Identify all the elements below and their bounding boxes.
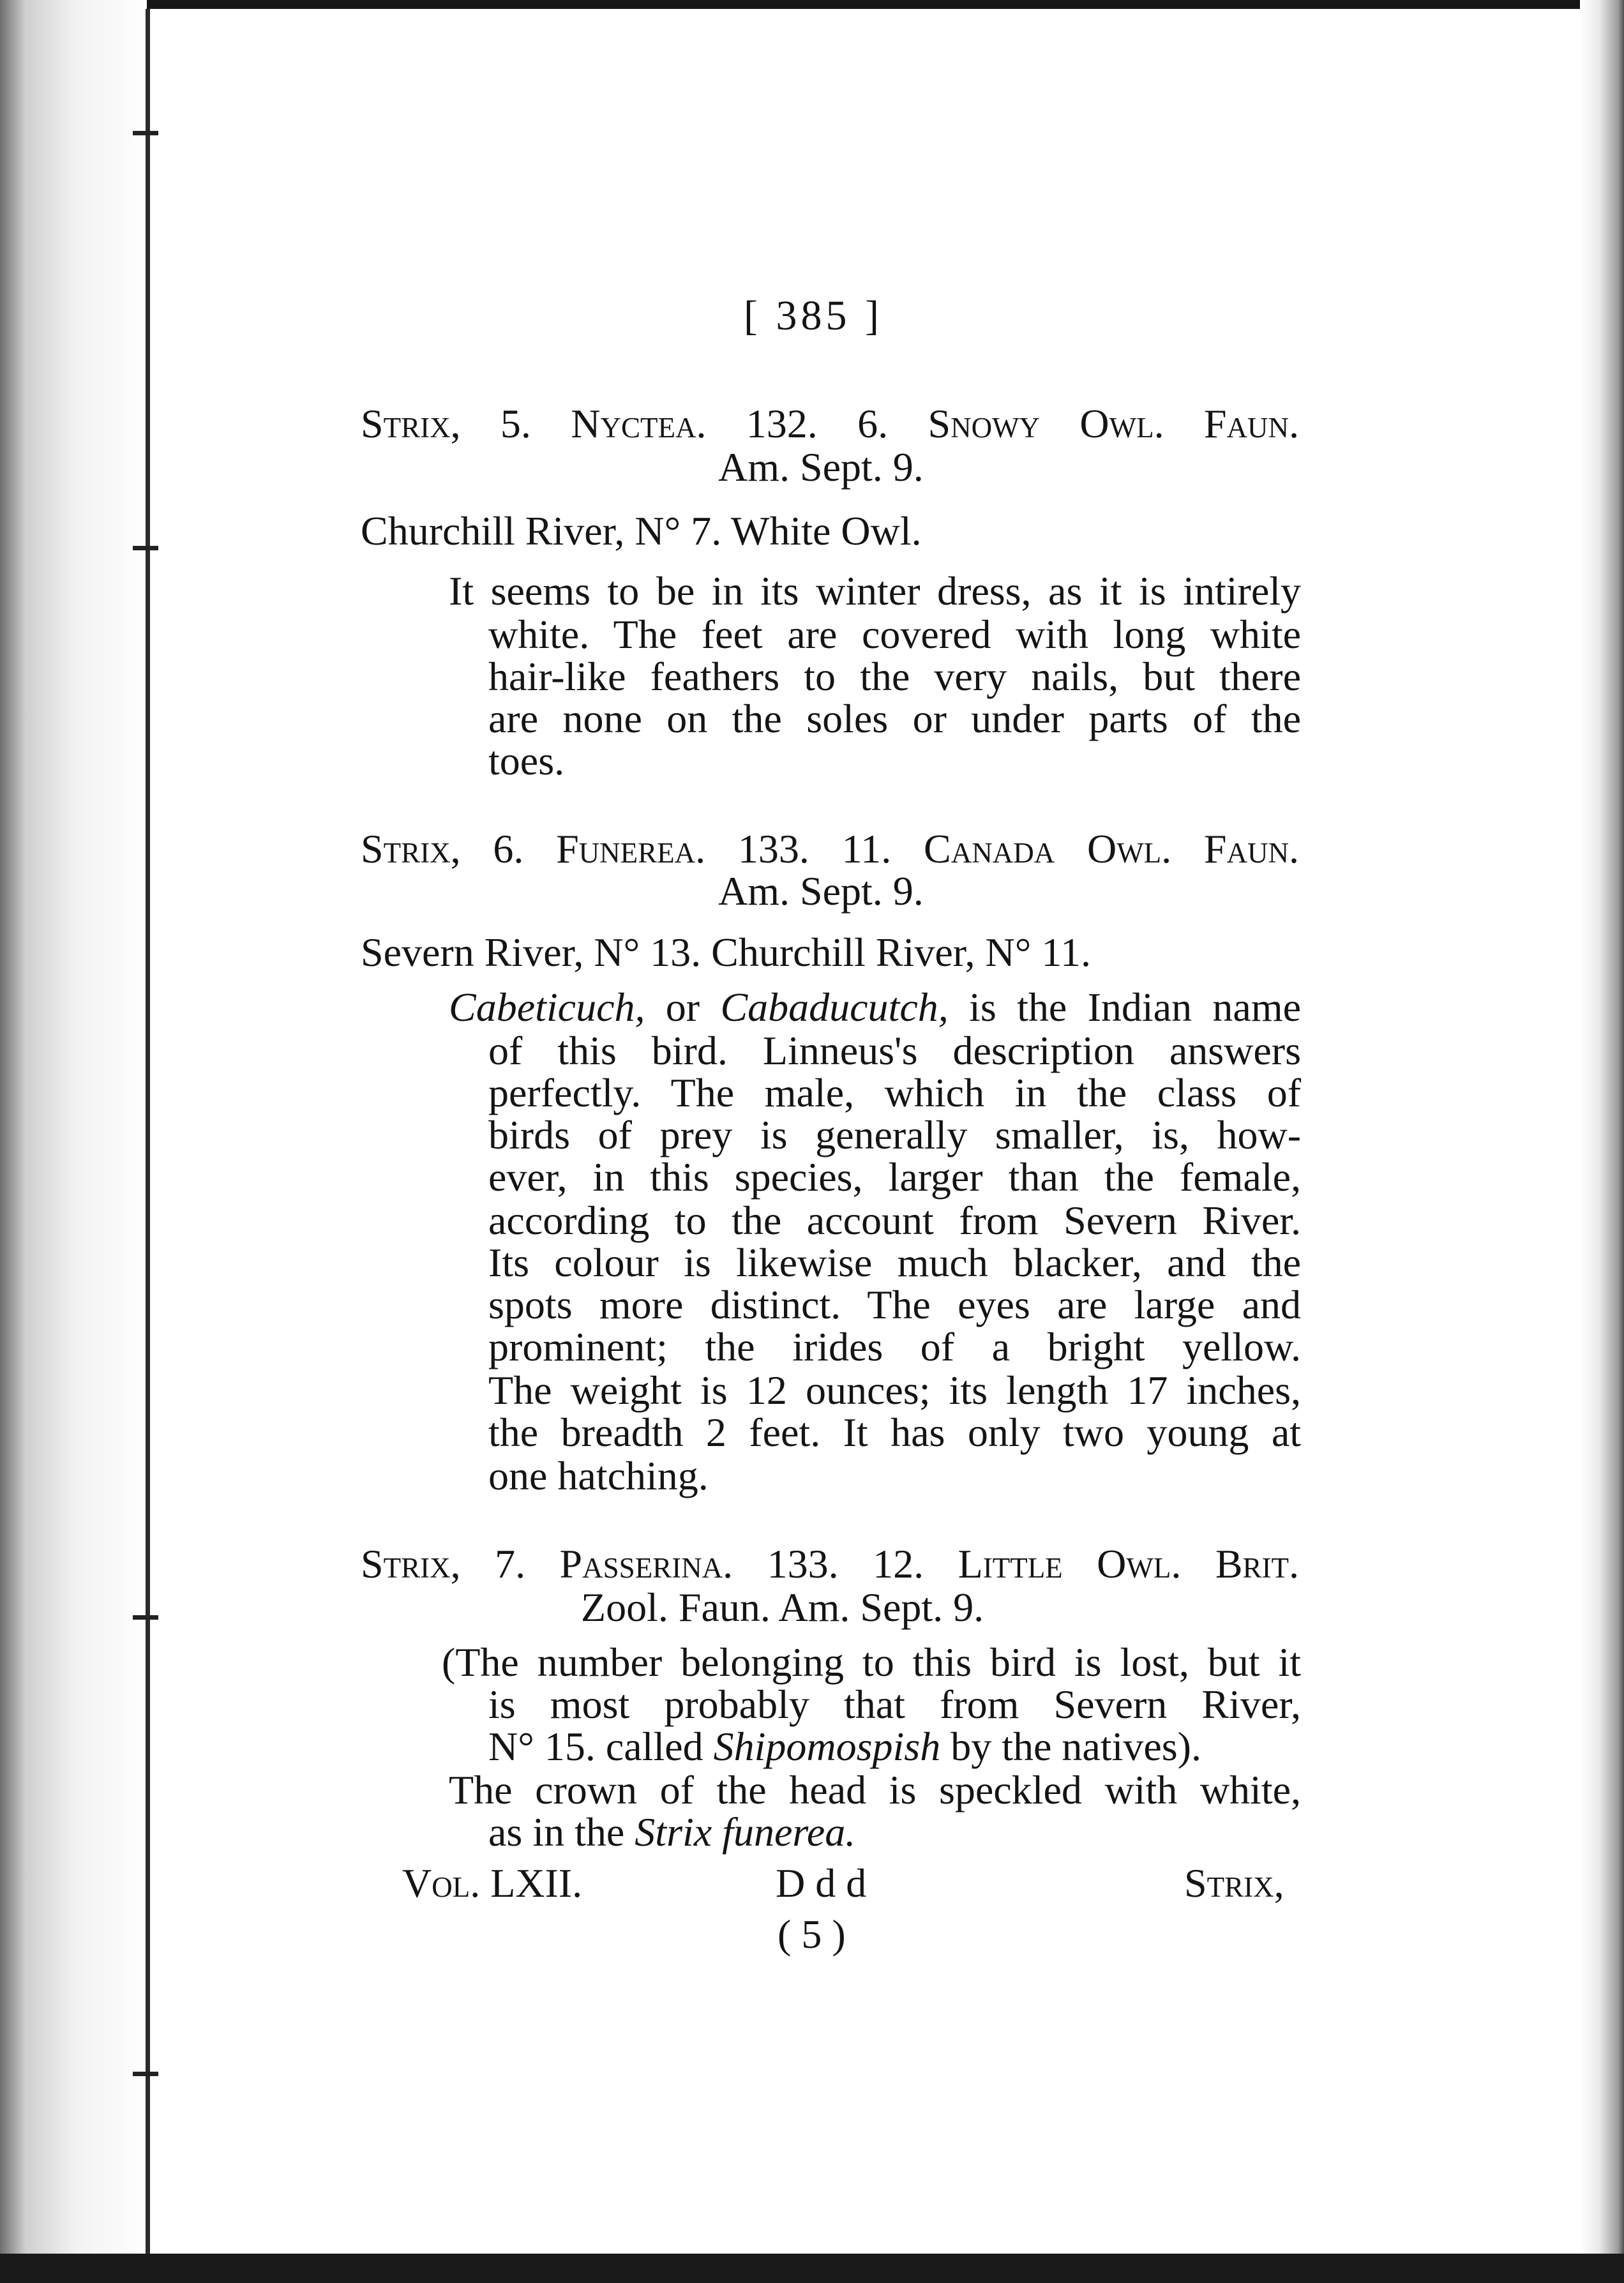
binding-mark <box>133 131 158 135</box>
entry-body-line: The crown of the head is speckled with white, <box>449 1767 1301 1812</box>
entry-body-line: The weight is 12 ounces; its length 17 inches, <box>488 1368 1301 1413</box>
indian-name: Cabaducutch, <box>720 984 949 1030</box>
entry-body-line: ever, in this species, larger than the female, <box>488 1154 1301 1200</box>
entry-body-line: as in the Strix funerea. <box>488 1809 856 1855</box>
entry-body-line: perfectly. The male, which in the class of <box>488 1070 1301 1115</box>
page-right-shadow <box>1580 0 1624 2283</box>
entry-body-line: spots more distinct. The eyes are large and <box>488 1282 1301 1327</box>
entry-body-line: are none on the soles or under parts of the <box>488 696 1301 741</box>
entry-body-line: one hatching. <box>488 1453 709 1498</box>
entry-body-line: birds of prey is generally smaller, is, how- <box>488 1112 1301 1157</box>
volume-number: Vol. LXII. <box>402 1860 583 1906</box>
catchword: Strix, <box>1184 1860 1284 1906</box>
binding-mark <box>133 1615 158 1620</box>
entry-body-line: Cabeticuch, or Cabaducutch, is the Indian name <box>449 984 1301 1030</box>
entry-body-line: is most probably that from Severn River, <box>488 1682 1301 1727</box>
entry-body-line: white. The feet are covered with long white <box>488 612 1301 657</box>
entry-body-line: hair-like feathers to the very nails, but there <box>488 654 1301 699</box>
entry-body-line: (The number belonging to this bird is lost, but it <box>442 1639 1301 1685</box>
entry-body-line: according to the account from Severn River. <box>488 1198 1301 1243</box>
entry-body-line: It seems to be in its winter dress, as it is intirely <box>449 568 1301 614</box>
page-binding-line <box>146 9 150 2256</box>
entry-body-line: prominent; the irides of a bright yellow. <box>488 1324 1301 1369</box>
species-reference: Strix funerea. <box>635 1809 856 1855</box>
entry-body-line: Its colour is likewise much blacker, and the <box>488 1240 1301 1285</box>
page-top-edge <box>0 0 1624 9</box>
indian-name: Shipomospish <box>713 1724 941 1769</box>
entry-location: Severn River, N° 13. Churchill River, N° 11. <box>361 930 1091 975</box>
indian-name: Cabeticuch, <box>449 984 645 1030</box>
entry-body-line: N° 15. called Shipomospish by the natives). <box>488 1724 1201 1769</box>
binding-mark <box>133 2072 158 2076</box>
page-bottom-edge <box>0 2254 1624 2283</box>
entry-body-line: toes. <box>488 738 565 783</box>
page-number: [ 385 ] <box>744 292 883 339</box>
sheet-number: ( 5 ) <box>778 1911 846 1957</box>
page-left-shadow <box>0 0 147 2283</box>
entry-heading-continued: Zool. Faun. Am. Sept. 9. <box>581 1585 984 1630</box>
entry-heading: Strix, 5. Nyctea. 132. 6. Snowy Owl. Faun. <box>361 401 1299 446</box>
signature-mark: D d d <box>776 1860 867 1906</box>
entry-heading: Strix, 7. Passerina. 133. 12. Little Owl. Brit. <box>361 1541 1299 1586</box>
entry-heading-continued: Am. Sept. 9. <box>718 444 924 490</box>
entry-heading: Strix, 6. Funerea. 133. 11. Canada Owl. Faun. <box>361 826 1299 871</box>
entry-heading-continued: Am. Sept. 9. <box>718 868 924 914</box>
entry-location: Churchill River, N° 7. White Owl. <box>361 508 922 554</box>
entry-body-line: the breadth 2 feet. It has only two young at <box>488 1410 1301 1455</box>
entry-body-line: of this bird. Linneus's description answers <box>488 1028 1301 1073</box>
binding-mark <box>133 546 158 550</box>
